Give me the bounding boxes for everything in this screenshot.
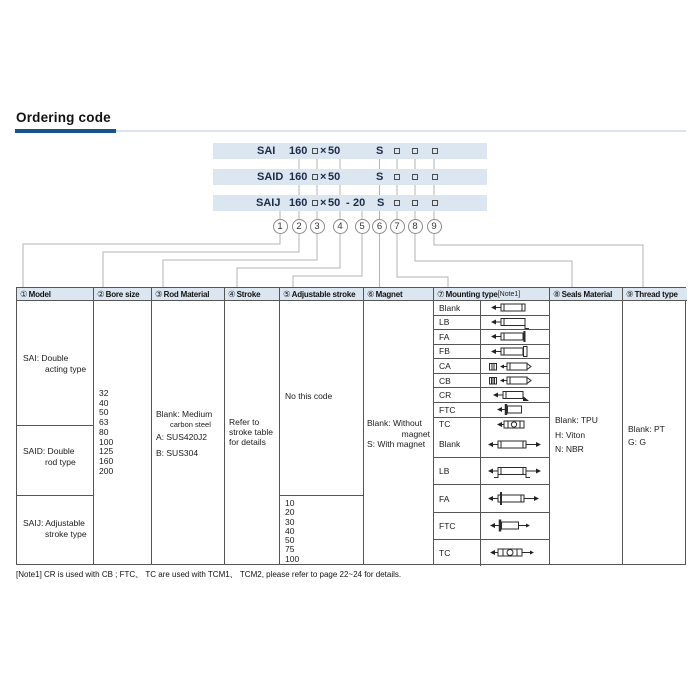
placeholder-box-icon — [312, 174, 318, 180]
circle-number-1: 1 — [273, 219, 288, 234]
cylinder-clevis-a-icon — [481, 359, 549, 373]
circle-number-6: 6 — [372, 219, 387, 234]
column-header-model: ① Model — [17, 288, 93, 301]
mounting-row-fb: FB — [434, 345, 549, 360]
mounting-row-lb: LB — [434, 316, 549, 331]
cylinder-front-trunnion-icon — [481, 403, 549, 417]
double-rod-front-trunnion-icon — [481, 513, 549, 539]
adjustable-stroke-none-cell: No this code — [280, 301, 363, 496]
stroke-code: 50 — [328, 144, 341, 157]
placeholder-box-icon — [412, 200, 418, 206]
model-column — [17, 301, 93, 564]
mounting-row-cb: CB — [434, 374, 549, 389]
column-header-bore-size: ② Bore size — [93, 288, 151, 301]
adjustable-code: 20 — [353, 196, 366, 209]
double-rod-basic-icon — [481, 431, 549, 457]
placeholder-box-icon — [394, 174, 400, 180]
circle-number-2: 2 — [292, 219, 307, 234]
circle-number-7: 7 — [390, 219, 405, 234]
code-row-said — [213, 169, 487, 185]
mounting-lower-rows — [434, 431, 549, 566]
cylinder-clevis-b-icon — [481, 374, 549, 388]
code-row-sai — [213, 143, 487, 159]
seals-material-cell: Blank: TPU H: Viton N: NBR — [549, 301, 622, 564]
circle-number-8: 8 — [408, 219, 423, 234]
column-header-stroke: ④ Stroke — [224, 288, 279, 301]
circle-number-3: 3 — [310, 219, 325, 234]
placeholder-box-icon — [394, 200, 400, 206]
placeholder-box-icon — [394, 148, 400, 154]
magnet-code: S — [376, 170, 384, 183]
mounting-row-blank-double: Blank — [434, 431, 549, 458]
adjustable-stroke-column — [279, 301, 363, 564]
placeholder-box-icon — [412, 174, 418, 180]
rod-material-cell: Blank: Medium carbon steel A: SUS420J2 B: SUS304 — [151, 301, 224, 564]
magnet-cell: Blank: Without magnet S: With magnet — [363, 301, 433, 564]
mounting-type-column — [433, 301, 549, 564]
column-header-adjustable-stroke: ⑤ Adjustable stroke — [279, 288, 363, 301]
model-code: SAIJ — [256, 196, 281, 209]
mounting-row-blank: Blank — [434, 301, 549, 316]
multiply-sign: × — [320, 144, 327, 157]
stroke-code: 50 — [328, 170, 341, 183]
mounting-row-ftc-double: FTC — [434, 513, 549, 540]
mounting-row-fa: FA — [434, 330, 549, 345]
cylinder-basic-icon — [481, 301, 549, 315]
cylinder-rear-flange-icon — [481, 345, 549, 359]
mounting-row-lb-double: LB — [434, 458, 549, 485]
column-header-magnet: ⑥ Magnet — [363, 288, 433, 301]
mounting-row-fa-double: FA — [434, 485, 549, 512]
magnet-code: S — [377, 196, 385, 209]
model-cell-said: SAID: Double rod type — [17, 426, 93, 496]
cylinder-rear-hinge-icon — [481, 388, 549, 402]
mounting-row-ftc: FTC — [434, 403, 549, 418]
thread-type-cell: Blank: PT G: G — [622, 301, 687, 564]
column-header-thread-type: ⑨ Thread type — [622, 288, 687, 301]
column-header-rod-material: ③ Rod Material — [151, 288, 224, 301]
multiply-sign: × — [320, 170, 327, 183]
placeholder-box-icon — [432, 200, 438, 206]
bore-code: 160 — [289, 170, 308, 183]
adjustable-stroke-list: 10 20 30 40 50 75 100 — [285, 498, 300, 564]
circle-number-4: 4 — [333, 219, 348, 234]
model-code: SAI — [257, 144, 276, 157]
cylinder-front-flange-icon — [481, 330, 549, 344]
mounting-row-tc-double: TC — [434, 540, 549, 566]
note-text: [Note1] CR is used with CB ; FTC、 TC are used with TCM1、 TCM2, please refer to page 22~24 for details. — [16, 570, 402, 579]
placeholder-box-icon — [312, 148, 318, 154]
double-rod-center-trunnion-icon — [481, 540, 549, 566]
dash: - — [346, 196, 350, 209]
placeholder-box-icon — [412, 148, 418, 154]
double-rod-flange-icon — [481, 485, 549, 511]
ordering-table — [16, 287, 686, 565]
placeholder-box-icon — [432, 148, 438, 154]
double-rod-foot-icon — [481, 458, 549, 484]
column-header-seals-material: ⑧ Seals Material — [549, 288, 622, 301]
column-header-mounting-type: ⑦ Mounting type [Note1] — [433, 288, 549, 301]
circle-number-9: 9 — [427, 219, 442, 234]
placeholder-box-icon — [432, 174, 438, 180]
mounting-upper-rows — [434, 301, 549, 431]
bore-code: 160 — [289, 196, 308, 209]
cylinder-foot-icon — [481, 316, 549, 330]
model-cell-sai: SAI: Double acting type — [17, 301, 93, 426]
stroke-code: 50 — [328, 196, 341, 209]
bore-size-cell — [93, 301, 151, 564]
magnet-code: S — [376, 144, 384, 157]
code-row-saij — [213, 195, 487, 211]
mounting-row-tc: TC — [434, 418, 549, 432]
model-cell-saij: SAIJ: Adjustable stroke type — [23, 518, 87, 539]
bore-code: 160 — [289, 144, 308, 157]
stroke-cell: Refer to stroke table for details — [224, 301, 279, 564]
page-title: Ordering code — [16, 110, 111, 125]
bore-list: 32 40 50 63 80 100 125 160 200 — [99, 388, 114, 476]
mounting-row-ca: CA — [434, 359, 549, 374]
mounting-row-cr: CR — [434, 388, 549, 403]
circle-number-5: 5 — [355, 219, 370, 234]
model-code: SAID — [257, 170, 284, 183]
placeholder-box-icon — [312, 200, 318, 206]
cylinder-center-trunnion-icon — [481, 418, 549, 432]
multiply-sign: × — [320, 196, 327, 209]
